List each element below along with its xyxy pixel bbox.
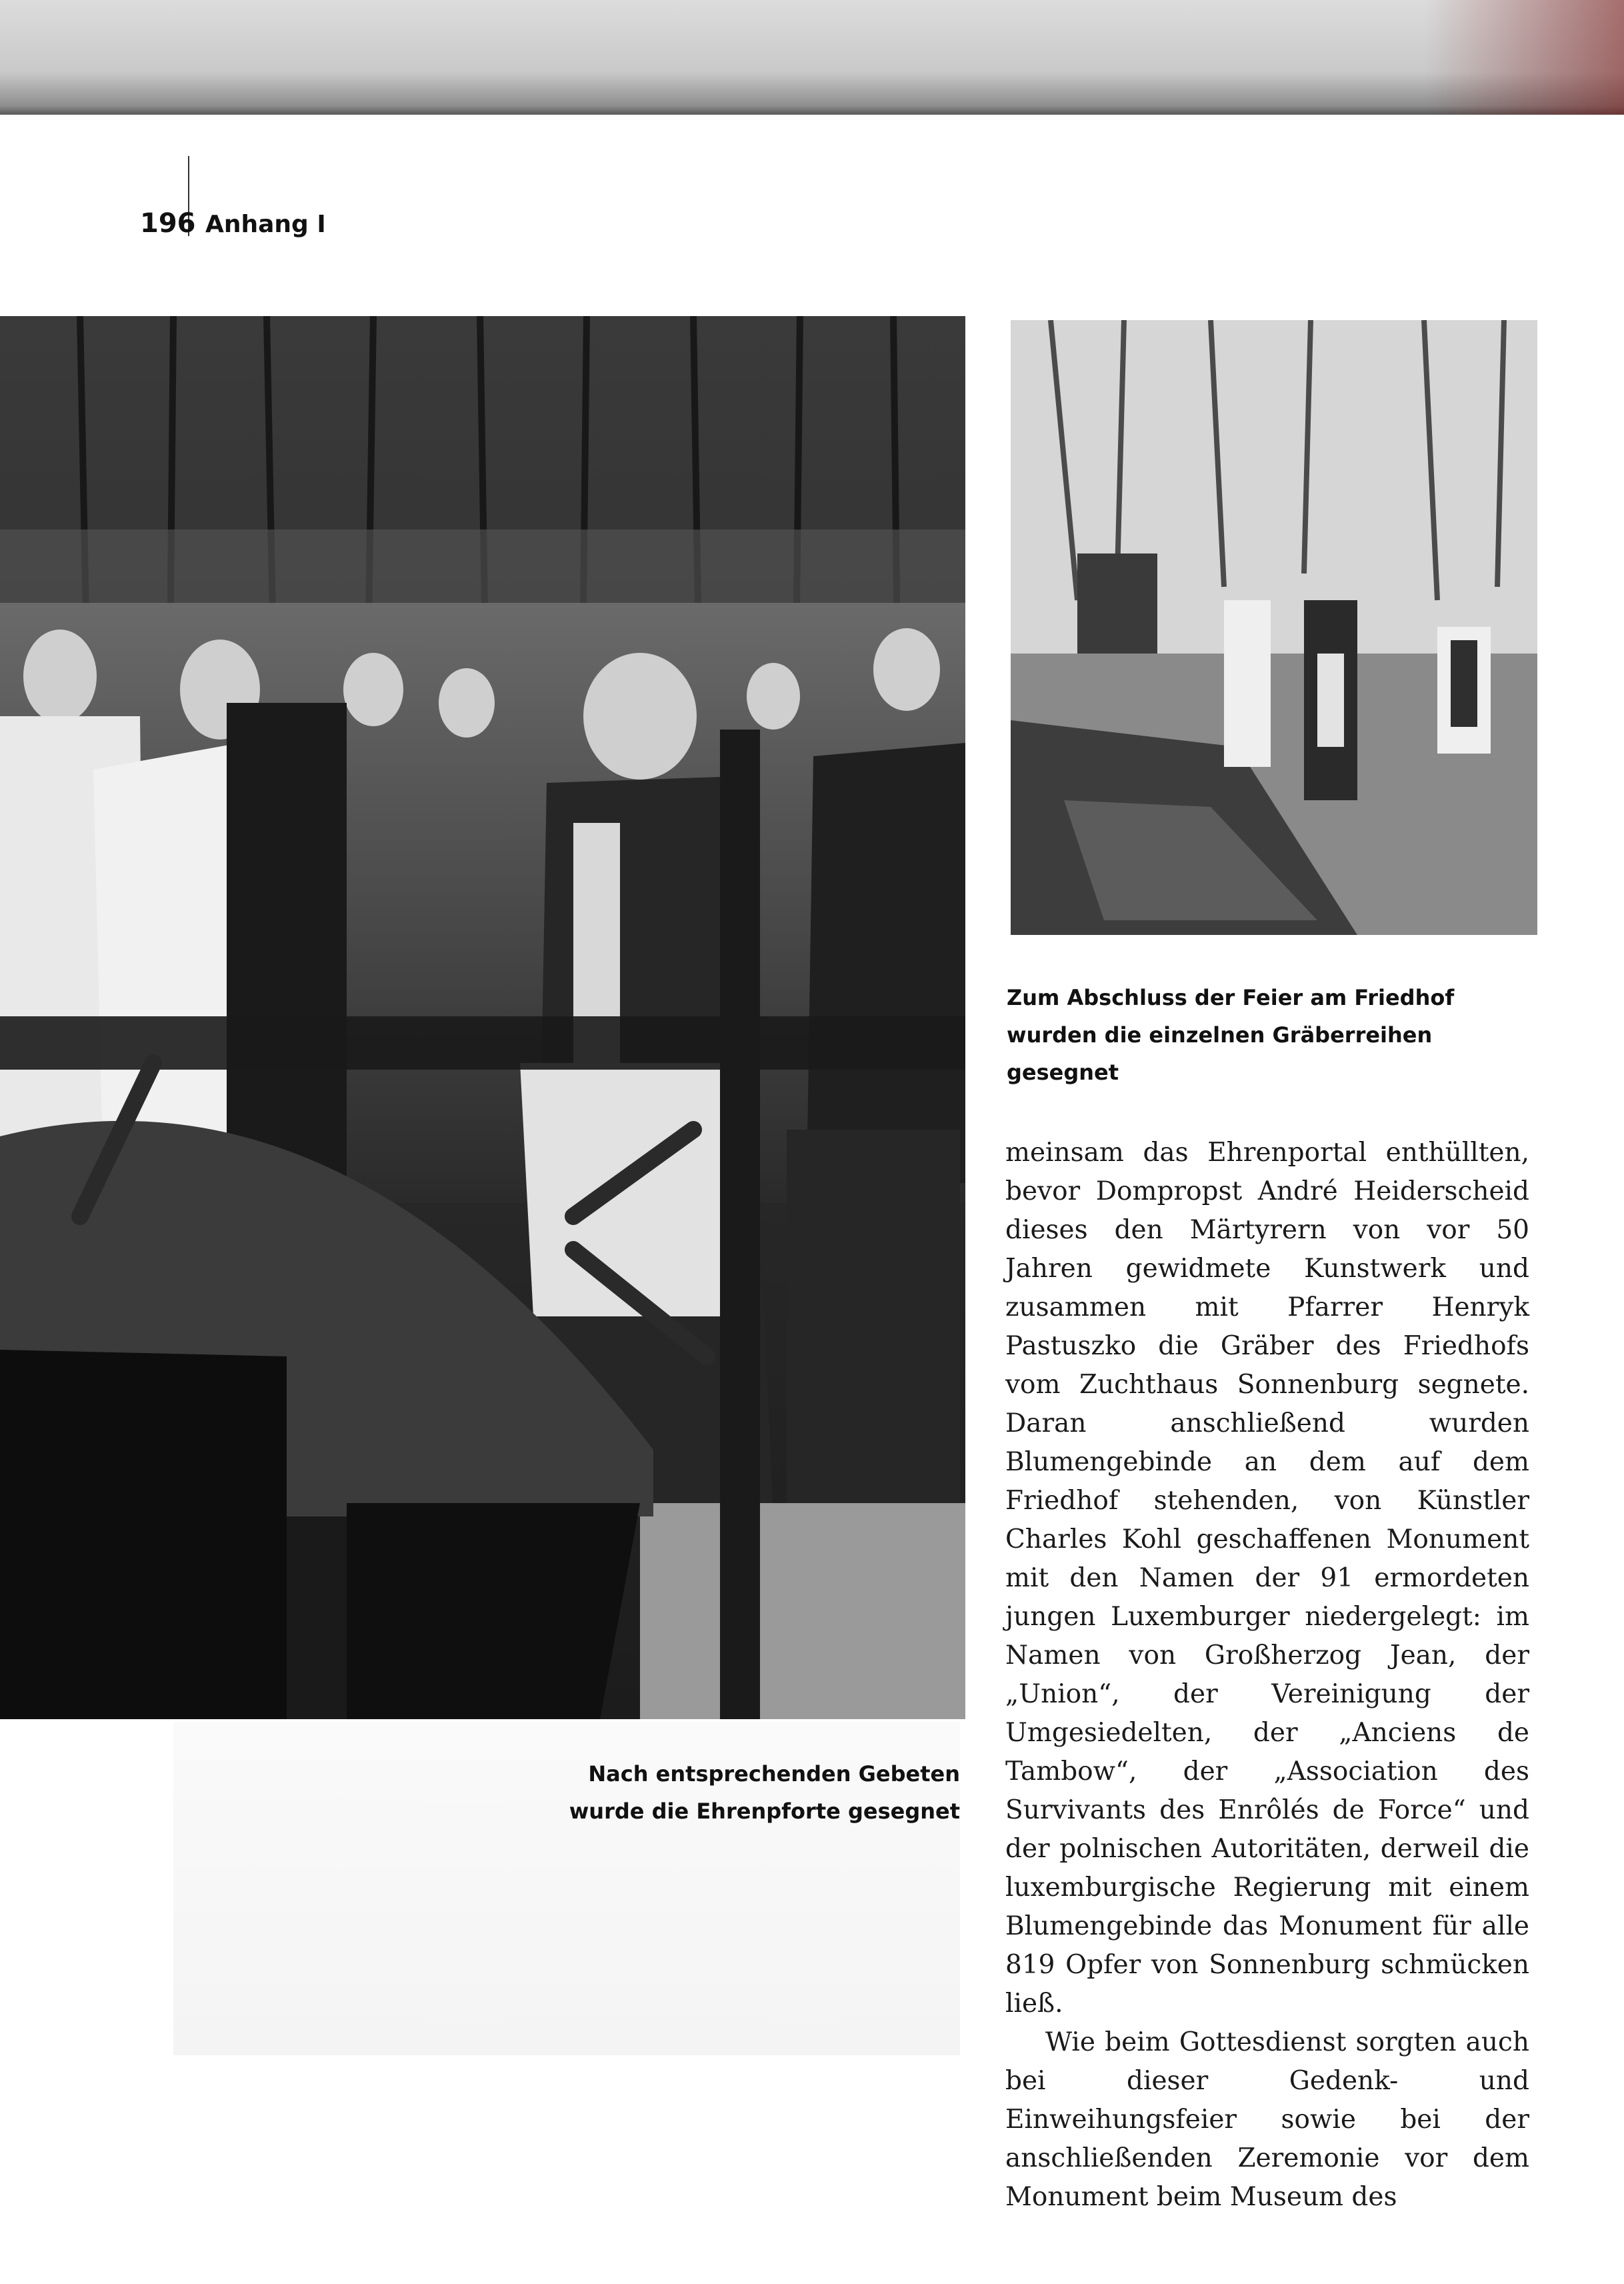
caption-line: Zum Abschluss der Feier am Friedhof	[1007, 985, 1455, 1010]
caption-line: wurde die Ehrenpforte gesegnet	[569, 1799, 960, 1824]
body-paragraph-2: Wie beim Gottesdienst sorgten auch bei dieser Gedenk- und Einweihungsfeier sowie bei der anschließenden Zeremonie vor dem Monument beim Museum des	[1005, 2027, 1529, 2212]
photo-gate-blessing-image	[0, 316, 965, 1719]
photo-cemetery-blessing-image	[1011, 320, 1537, 935]
caption-cemetery-photo	[1007, 979, 1533, 1091]
scan-background	[0, 0, 1624, 120]
caption-line: wurden die einzelnen Gräberreihen gesegnet	[1007, 1022, 1433, 1085]
body-text	[1005, 1134, 1529, 2217]
photo-gate-blessing	[0, 316, 965, 1719]
caption-line: Nach entsprechenden Gebeten	[588, 1761, 960, 1787]
body-paragraph-1: meinsam das Ehrenportal enthüllten, bevor Dompropst André Heiderscheid dieses den Märtyrern von vor 50 Jahren gewidmete Kunstwerk und zusammen mit Pfarrer Henryk Pastuszko die Gräber des Friedhofs vom Zuchthaus Sonnenburg segnete. Daran anschließend wurden Blumengebinde an dem auf dem Friedhof stehenden, von Künstler Charles Kohl geschaffenen Monument mit den Namen der 91 ermordeten jungen Luxemburger niedergelegt: im Namen von Großherzog Jean, der „Union“, der Vereinigung der Umgesiedelten, der „Anciens de Tambow“, der „Association des Survivants des Enrôlés de Force“ und der polnischen Autoritäten, derweil die luxemburgische Regierung mit einem Blumengebinde das Monument für alle 819 Opfer von Sonnenburg schmücken ließ.	[1005, 1138, 1529, 2019]
section-title: Anhang I	[205, 211, 326, 238]
caption-gate-photo	[467, 1755, 960, 1830]
photo-cemetery-blessing	[1011, 320, 1537, 935]
page-number: 196	[140, 208, 196, 239]
scan-edge	[1424, 0, 1624, 120]
